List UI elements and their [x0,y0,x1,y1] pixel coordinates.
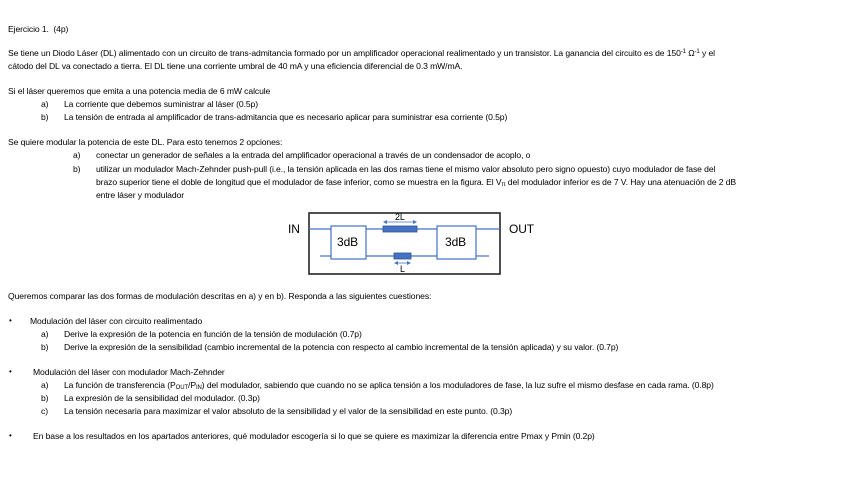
q1-lead: Si el láser queremos que emita a una potencia media de 6 mW calcule [8,86,271,96]
s1-bullet: • [9,316,12,325]
s1-item-a-text: Derive la expresión de la potencia en función de la tensión de modulación (0.7p) [64,329,362,339]
intro-omega: Ω [685,48,695,58]
mz-left-coupler-label: 3dB [337,235,359,249]
intro-text-2: cátodo del DL va conectado a tierra. El DL tiene una corriente umbral de 40 mA y una eficiencia diferencial de 0.3 mW/mA. [8,61,463,71]
s3-bullet: • [9,431,12,440]
s2-item-a-marker: a) [41,380,49,390]
s1-item-b-text: Derive la expresión de la sensibilidad (cambio incremental de la potencia con respecto al cambio incremental de la tensión aplicada) y su valor. (0.7p) [64,342,619,352]
q1-item-a-marker: a) [41,99,49,109]
s2-a-sub-in: IN [195,385,202,391]
mz-in-label: IN [288,222,300,236]
q1-item-a-text: La corriente que debemos suministrar al láser (0.5p) [64,99,258,109]
q2-item-b-line3: entre láser y modulador [96,190,184,200]
intro-text-1: Se tiene un Diodo Láser (DL) alimentado con un circuito de trans-admitancia formado por un amplificador operacional realimentado y un transistor. La ganancia del circuito es de 150 [8,48,681,58]
s2-item-b-text: La expresión de la sensibilidad del modulador. (0.3p) [64,393,260,403]
q2-item-a-marker: a) [73,150,81,160]
s2-a-pre: La función de transferencia (P [64,380,176,390]
mz-lower-arrowhead-right [407,261,411,265]
intro-text-end: y el [699,48,715,58]
s2-heading: Modulación del láser con modulador Mach-Zehnder [33,367,225,377]
q2-item-b-line2 [96,177,736,188]
mz-lower-arm-label: L [400,264,405,274]
intro-sup-2: -1 [694,49,700,55]
q1-item-b-text: La tensión de entrada al amplificador de trans-admitancia que es necesario aplicar para suministrar esa corriente (0.5p) [64,112,508,122]
s2-bullet: • [9,367,12,376]
s2-item-a-text [64,380,714,391]
exercise-title [8,24,68,34]
q2-item-a-text: conectar un generador de señales a la entrada del amplificador operacional a través de un condensador de acoplo, o [96,150,531,160]
mz-out-label: OUT [509,222,535,236]
mz-upper-arrowhead-left [383,220,387,224]
s1-heading: Modulación del láser con circuito realimentado [30,316,203,326]
compare-text: Queremos comparar las dos formas de modulación descritas en a) y en b). Responda a las siguientes cuestiones: [8,291,432,301]
mz-lower-phase-modulator [394,253,411,259]
intro-line-1 [8,48,715,58]
q2-item-b-marker: b) [73,164,81,174]
s2-a-post: ) del modulador, sabiendo que cuando no se aplica tensión a los moduladores de fase, la luz sufre el mismo desfase en cada rama. (0.8p) [201,380,714,390]
s2-item-c-text: La tensión necesaria para maximizar el valor absoluto de la sensibilidad y el valor de la sensibilidad en este punto. (0.3p) [64,406,513,416]
s1-item-a-marker: a) [41,329,49,339]
intro-sup-1: -1 [680,49,686,55]
title-points: (4p) [53,24,69,34]
s2-item-b-marker: b) [41,393,49,403]
q2-b-line2-pre: brazo superior tiene el doble de longitud que el modulador de fase inferior, como se muestra en la figura. El V [96,177,502,187]
s3-text: En base a los resultados en los apartados anteriores, qué modulador escogería si lo que se quiere es maximizar la diferencia entre Pmax y Pmin (0.2p) [33,431,595,441]
mz-lower-arrowhead-left [394,261,398,265]
q2-lead: Se quiere modular la potencia de este DL. Para esto tenemos 2 opciones: [8,137,283,147]
mz-upper-arm-label: 2L [395,212,405,222]
q2-item-b-line1: utilizar un modulador Mach-Zehnder push-pull (i.e., la tensión aplicada en las dos ramas tiene el mismo valor absoluto pero signo opuesto) cuyo modulador de fase del [96,164,716,174]
s2-a-mid: /P [188,380,196,390]
mz-upper-phase-modulator [383,226,417,232]
title-text: Ejercicio 1. [8,24,49,34]
intro-line-2 [8,61,462,71]
mach-zehnder-diagram [288,208,548,280]
q2-b-line2-post: del modulador inferior es de 7 V. Hay una atenuación de 2 dB [505,177,737,187]
q2-b-vpi-sub: π [501,182,506,188]
s2-a-sub-out: OUT [175,385,189,391]
mz-upper-arrowhead-right [413,220,417,224]
mz-right-coupler-label: 3dB [445,235,467,249]
mz-diagram-svg [288,208,548,280]
q1-item-b-marker: b) [41,112,49,122]
s2-item-c-marker: c) [41,406,48,416]
s1-item-b-marker: b) [41,342,49,352]
